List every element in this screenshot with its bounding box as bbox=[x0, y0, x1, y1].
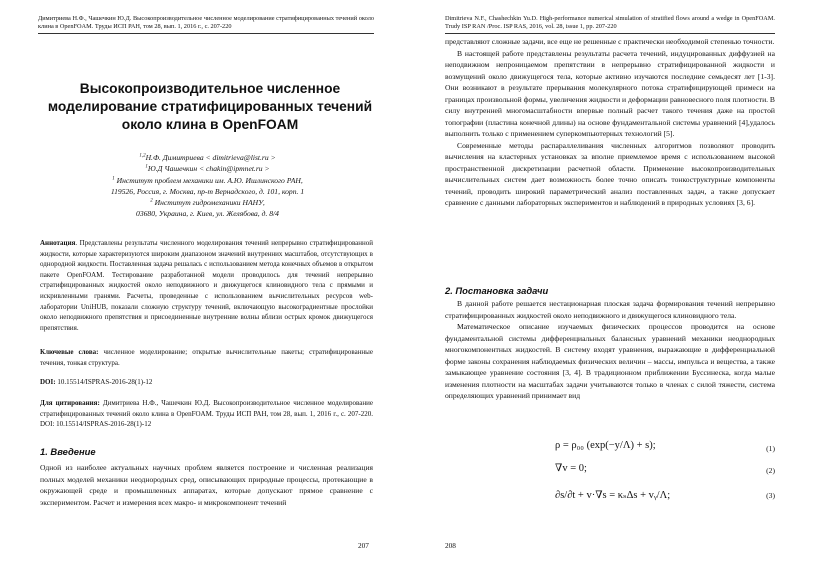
abstract-label: Аннотация bbox=[40, 239, 76, 247]
affiliation-1-address: 119526, Россия, г. Москва, пр-т Вернадского, д. 101, корп. 1 bbox=[110, 186, 305, 196]
affiliation-2-address: 03680, Украина, г. Киев, ул. Желябова, д. 8/4 bbox=[136, 209, 279, 219]
equation-3 bbox=[445, 483, 775, 511]
equation-number: (1) bbox=[766, 444, 775, 453]
equation-1-formula: ρ = ρ₀₀ (exp(−y/Λ) + s); bbox=[555, 440, 656, 451]
running-header-right: Dimitrieva N.F., Chashechkin Yu.D. High-performance numerical simulation of stratified flows around a wedge in OpenFOAM. Trudy ISP RAN /Proc. ISP RAS, 2016, vol. 28, issue 1, pp. 207-220 bbox=[445, 15, 775, 30]
problem-statement-text bbox=[445, 298, 775, 402]
paragraph: В настоящей работе представлены результаты расчета течений, индуцированных диффузией на неподвижном непроницаемом препятствии в непрерывно стратифицированной жидкости и возмущений около движущегося тела, которые активно изучаются последние семьдесят лет [1-3]. Они возникают в результате прерывания молекулярного потока стратифицирующей примеси на границах произвольной формы, увеличения жидкости и деформации равновесного поля плотности. В силу внутренней многомасштабности впервые полный расчет такого течения даже на простой топографии (пластина конечной длины) на основе фундаментальной системы уравнений [4],удалось выполнить только с применением суперкомпьютерных технологий [5]. bbox=[445, 48, 775, 138]
right-column-text bbox=[445, 36, 775, 209]
citation-text: Димитриева Н.Ф., Чашечкин Ю.Д. Высокопроизводительное численное моделирование стратифицированных течений около клина в OpenFOAM. Труды ИСП РАН, том 28, вып. 1, 2016 г., с. 207-220. DOI: 10.15514/ISPRAS-2016-28(1)-12 bbox=[40, 399, 373, 429]
keywords bbox=[40, 347, 373, 368]
header-rule bbox=[38, 33, 374, 34]
author-line-2: $^1$Ю.Д Чашечкин < chakin@ipmnet.ru > bbox=[145, 164, 270, 174]
paragraph: В данной работе решается нестационарная плоская задача формирования течений непрерывно стратифицированных жидкостей около неподвижного и движущегося клиновидного тела. bbox=[445, 299, 775, 320]
affiliation-2: $^2$ Институт гидромеханики НАНУ, bbox=[150, 198, 265, 208]
equation-number: (3) bbox=[766, 491, 775, 500]
authors-block bbox=[30, 152, 385, 220]
equation-3-formula: ∂s/∂t + v·∇s = κₛΔs + vᵧ/Λ; bbox=[555, 490, 671, 501]
keywords-text: численное моделирование; открытые вычислительные пакеты; стратифицированные течения, тонкая структура. bbox=[40, 348, 373, 367]
equation-2-formula: ∇v = 0; bbox=[555, 463, 587, 474]
citation bbox=[40, 398, 373, 430]
page-right bbox=[410, 0, 820, 579]
section-heading-problem-statement: 2. Постановка задачи bbox=[445, 285, 549, 296]
doi-label: DOI: bbox=[40, 378, 56, 386]
citation-label: Для цитирования: bbox=[40, 399, 100, 407]
header-rule bbox=[445, 33, 775, 34]
paragraph: Современные методы распараллеливания численных алгоритмов позволяют проводить вычисления на кластерных установках за вполне приемлемое время с использованием высокой пространственной дискретизации расчетной области. Применение высокопроизводительных вычислительных систем дает возможность более точно описать тонкоструктурные компоненты течений, проводить широкий параметрический анализ поставленных задач, а также допускает сравнение с данными лабораторных экспериментов и наблюдений в природных условиях [3, 6]. bbox=[445, 140, 775, 207]
section-heading-introduction: 1. Введение bbox=[40, 446, 96, 457]
abstract-text: . Представлены результаты численного моделирования течений непрерывно стратифицированной жидкости, которые характеризуются широким диапазоном значений внутренних масштабов, отсутствующих в однородной жидкости. Поставленная задача решалась с использованием метода конечных объемов в открытом пакете OpenFOAM. Тестирование разработанной модели проводилось для течений непрерывно стратифицированных жидкостей около неподвижного и движущегося клиновидного тела с прямыми и искривленными гранями. Расчеты, проведенные с использованием вычислительных ресурсов web-лаборатории UniHUB, показали сложную структуру течений, включающую высокоградиентные прослойки около неподвижного препятствия и присоединенные внутренние волны вблизи острых кромок движущегося препятствия. bbox=[40, 239, 373, 332]
equation-1 bbox=[445, 440, 775, 460]
paper-title: Высокопроизводительное численное моделирование стратифицированных течений около клина в OpenFOAM bbox=[47, 81, 373, 132]
abstract bbox=[40, 238, 373, 333]
page-number-right: 208 bbox=[445, 541, 456, 550]
introduction-text: Одной из наиболее актуальных научных проблем является построение и численная реализация полных моделей механики неоднородных сред, описывающих природные процессы, протекающие в окружающей среде и промышленных аппаратах, которые допускают прямое сравнение с экспериментом. Расчет и измерения всех макро- и микрокомпонент течений bbox=[40, 463, 373, 507]
author-2: Ю.Д Чашечкин < chakin@ipmnet.ru > bbox=[147, 164, 270, 174]
doi-text: 10.15514/ISPRAS-2016-28(1)-12 bbox=[55, 378, 153, 386]
affiliation-1: $^1$ Институт проблем механики им. А.Ю. Ишлинского РАН, bbox=[112, 175, 303, 185]
running-header-left: Димитриева Н.Ф., Чашечкин Ю.Д. Высокопроизводительное численное моделирование стратифицированных течений около клина в OpenFOAM. Труды ИСП РАН, том 28, вып. 1, 2016 г., с. 207-220 bbox=[38, 15, 374, 30]
author-1: Н.Ф. Димитриева < dimitrieva@list.ru > bbox=[145, 153, 276, 162]
doi bbox=[40, 377, 373, 388]
paragraph: представляют сложные задачи, все еще не решенные с практически необходимой степенью точности. bbox=[445, 37, 775, 46]
equation-2 bbox=[445, 462, 775, 482]
keywords-label: Ключевые слова: bbox=[40, 348, 99, 356]
equation-number: (2) bbox=[766, 466, 775, 475]
page-number-left: 207 bbox=[358, 541, 369, 550]
paragraph: Математическое описание изучаемых физических процессов проводится на основе фундаментальной системы дифференциальных балансных уравнений механики неоднородных многокомпонентных жидкостей. В систему входят уравнения, выражающие в дифференциальной форме законы сохранения наблюдаемых физических величин – массы, импульса и вещества, а также замыкающее уравнение состояния [3, 4]. В традиционном приближении Буссинеска, когда малые изменения плотности на масштабах задачи учитываются только в членах с силой тяжести, система определяющих уравнений принимает вид bbox=[445, 322, 775, 400]
author-line-1: $^{1,2}$Н.Ф. Димитриева < dimitrieva@list.ru > bbox=[139, 153, 276, 162]
